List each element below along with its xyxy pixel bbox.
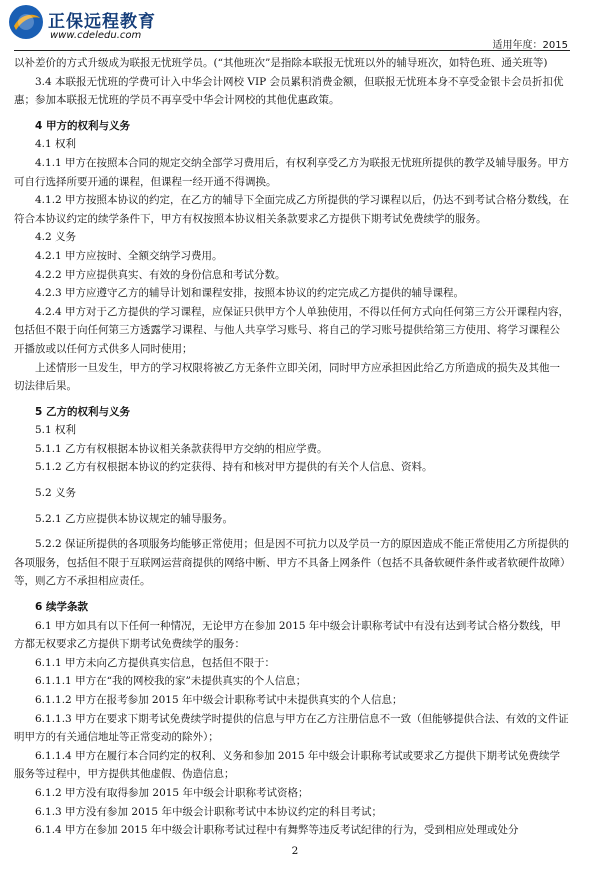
page-number: 2 bbox=[291, 845, 299, 857]
brand-url: www.cdeledu.com bbox=[50, 30, 142, 41]
page-header bbox=[0, 0, 590, 52]
paragraph: 6.1.1.4 甲方在履行本合同约定的权利、义务和参加 2015 年中级会计职称考试或要求乙方提供下期考试免费续学服务等过程中，甲方提供其他虚假、伪造信息； bbox=[14, 749, 560, 781]
paragraph: 6.1.1.3 甲方在要求下期考试免费续学时提供的信息与甲方在乙方注册信息不一致（但能够提供合法、有效的文件证明甲方的有关通信地址等正常变动的除外）； bbox=[14, 712, 569, 744]
brand-logo-icon bbox=[8, 4, 44, 40]
paragraph: 5.2.2 保证所提供的各项服务均能够正常使用；但是因不可抗力以及学员一方的原因造成不能正常使用乙方所提供的各项服务，包括但不限于互联网运营商提供的网络中断、甲方不具备上网条件（包括不具备软硬件条件或者软硬件故障）等，则乙方不承担相应责任。 bbox=[14, 538, 570, 588]
paragraph: 4.2.2 甲方应提供真实、有效的身份信息和考试分数。 bbox=[35, 268, 286, 281]
paragraph: 3.4 本联报无忧班的学费可计入中华会计网校 VIP 会员累积消费金额，但联报无忧班本身不享受金银卡会员折扣优惠；参加本联报无忧班的学员不再享受中华会计网校的其他优惠政策。 bbox=[14, 75, 564, 107]
paragraph: 上述情形一旦发生，甲方的学习权限将被乙方无条件立即关闭，同时甲方应承担因此给乙方所造成的损失及其他一切法律后果。 bbox=[14, 361, 560, 393]
paragraph: 5.1.2 乙方有权根据本协议的约定获得、持有和核对甲方提供的有关个人信息、资料。 bbox=[35, 461, 433, 474]
paragraph: 4.2.4 甲方对于乙方提供的学习课程，应保证只供甲方个人单独使用，不得以任何方式向任何第三方公开课程内容，包括但不限于向任何第三方透露学习课程、与他人共享学习账号、将自己的学习账号提供给第三方使用、将学习课程公开播放或以任何方式供多人同时使用； bbox=[14, 305, 570, 355]
brand-title: 正保远程教育 bbox=[48, 12, 156, 32]
applicable-year: 适用年度：2015 bbox=[492, 40, 568, 51]
paragraph: 6.1.1.1 甲方在“我的网校我的家”未提供真实的个人信息； bbox=[35, 675, 307, 688]
paragraph: 5.1 权利 bbox=[35, 424, 77, 437]
paragraph: 6.1.1 甲方未向乙方提供真实信息，包括但不限于： bbox=[35, 656, 276, 669]
header-divider bbox=[14, 50, 570, 51]
paragraph: 以补差价的方式升级成为联报无忧班学员。(“其他班次”是指除本联报无忧班以外的辅导班次，如特色班、通关班等) bbox=[14, 57, 548, 69]
paragraph: 4.1 权利 bbox=[35, 138, 77, 151]
paragraph: 4.2.1 甲方应按时、全额交纳学习费用。 bbox=[35, 249, 223, 262]
paragraph: 6.1.2 甲方没有取得参加 2015 年中级会计职称考试资格； bbox=[35, 786, 309, 799]
paragraph: 4.1.1 甲方在按照本合同的规定交纳全部学习费用后，有权利享受乙方为联报无忧班所提供的教学及辅导服务。甲方可自行选择所要开通的课程，但课程一经开通不得调换。 bbox=[14, 156, 570, 188]
paragraph: 6.1.4 甲方在参加 2015 年中级会计职称考试过程中有舞弊等违反考试纪律的行为，受到相应处理或处分 bbox=[35, 824, 519, 837]
section-heading: 6 续学条款 bbox=[35, 601, 88, 614]
section-heading: 4 甲方的权利与义务 bbox=[35, 119, 130, 132]
paragraph: 5.2 义务 bbox=[35, 487, 77, 500]
paragraph: 5.1.1 乙方有权根据本协议相关条款获得甲方交纳的相应学费。 bbox=[35, 442, 328, 455]
paragraph: 6.1 甲方如具有以下任何一种情况，无论甲方在参加 2015 年中级会计职称考试中有没有达到考试合格分数线，甲方都无权要求乙方提供下期考试免费续学的服务： bbox=[14, 619, 561, 651]
section-heading: 5 乙方的权利与义务 bbox=[35, 405, 130, 418]
document-body bbox=[14, 54, 570, 840]
paragraph: 6.1.3 甲方没有参加 2015 年中级会计职称考试中本协议约定的科目考试； bbox=[35, 805, 382, 818]
paragraph: 4.1.2 甲方按照本协议的约定，在乙方的辅导下全面完成乙方所提供的学习课程以后，仍达不到考试合格分数线，在符合本协议约定的续学条件下，甲方有权按照本协议相关条款要求乙方提供下期考试免费续学的服务。 bbox=[14, 194, 570, 225]
paragraph: 4.2.3 甲方应遵守乙方的辅导计划和课程安排，按照本协议的约定完成乙方提供的辅导课程。 bbox=[35, 287, 465, 300]
paragraph: 4.2 义务 bbox=[35, 231, 77, 244]
paragraph: 6.1.1.2 甲方在报考参加 2015 年中级会计职称考试中未提供真实的个人信息； bbox=[35, 694, 403, 706]
paragraph: 5.2.1 乙方应提供本协议规定的辅导服务。 bbox=[35, 512, 234, 525]
